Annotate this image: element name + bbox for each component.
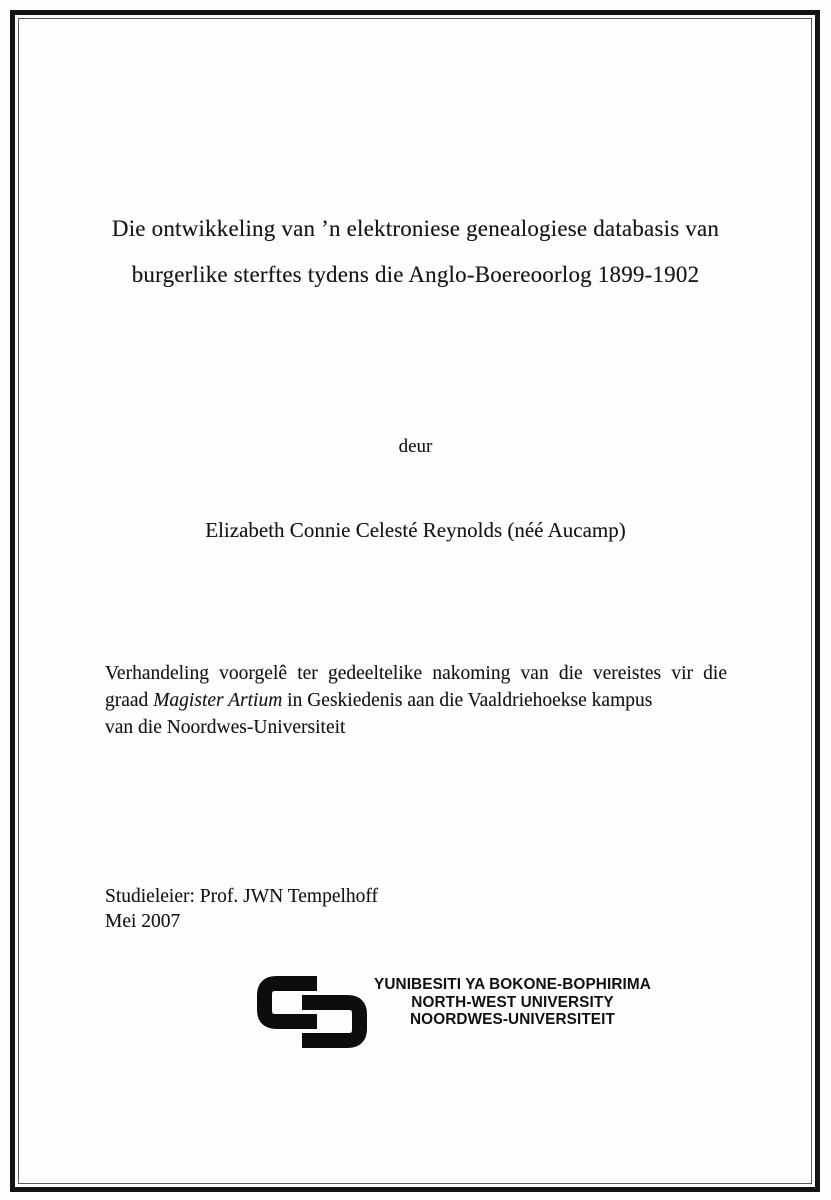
university-logo [257,974,654,1051]
supervisor-line: Studieleier: Prof. JWN Tempelhoff [105,886,379,907]
logo-text-line-1: YUNIBESITI YA BOKONE-BOPHIRIMA [374,976,651,993]
logo-text-line-3: NOORDWES-UNIVERSITEIT [409,1011,615,1028]
nwu-interlocking-links-icon [257,974,367,1051]
degree-statement-line-2-post: in Geskiedenis aan die Vaaldriehoekse kampus [282,690,653,711]
logo-text-line-2: NORTH-WEST UNIVERSITY [411,993,614,1011]
thesis-title-line-1: Die ontwikkeling van ’n elektroniese genealogiese databasis van [111,216,720,241]
date-line: Mei 2007 [105,911,181,932]
degree-statement-line-2-pre: graad [105,690,154,711]
degree-statement-line-1: Verhandeling voorgelê ter gedeeltelike nakoming van die vereistes vir die [105,663,727,684]
supervisor-block [105,884,378,934]
degree-statement-line-3: van die Noordwes-Universiteit [105,717,346,738]
degree-statement-line-2 [105,687,727,714]
byline-label: deur [398,436,433,457]
thesis-title-line-2: burgerlike sterftes tydens die Anglo-Boereoorlog 1899-1902 [131,262,700,287]
author-name: Elizabeth Connie Celesté Reynolds (néé Aucamp) [205,518,626,542]
thesis-title [60,206,771,298]
university-logo-text [374,976,651,1029]
degree-statement [105,660,727,741]
degree-title-italic: Magister Artium [153,690,283,711]
